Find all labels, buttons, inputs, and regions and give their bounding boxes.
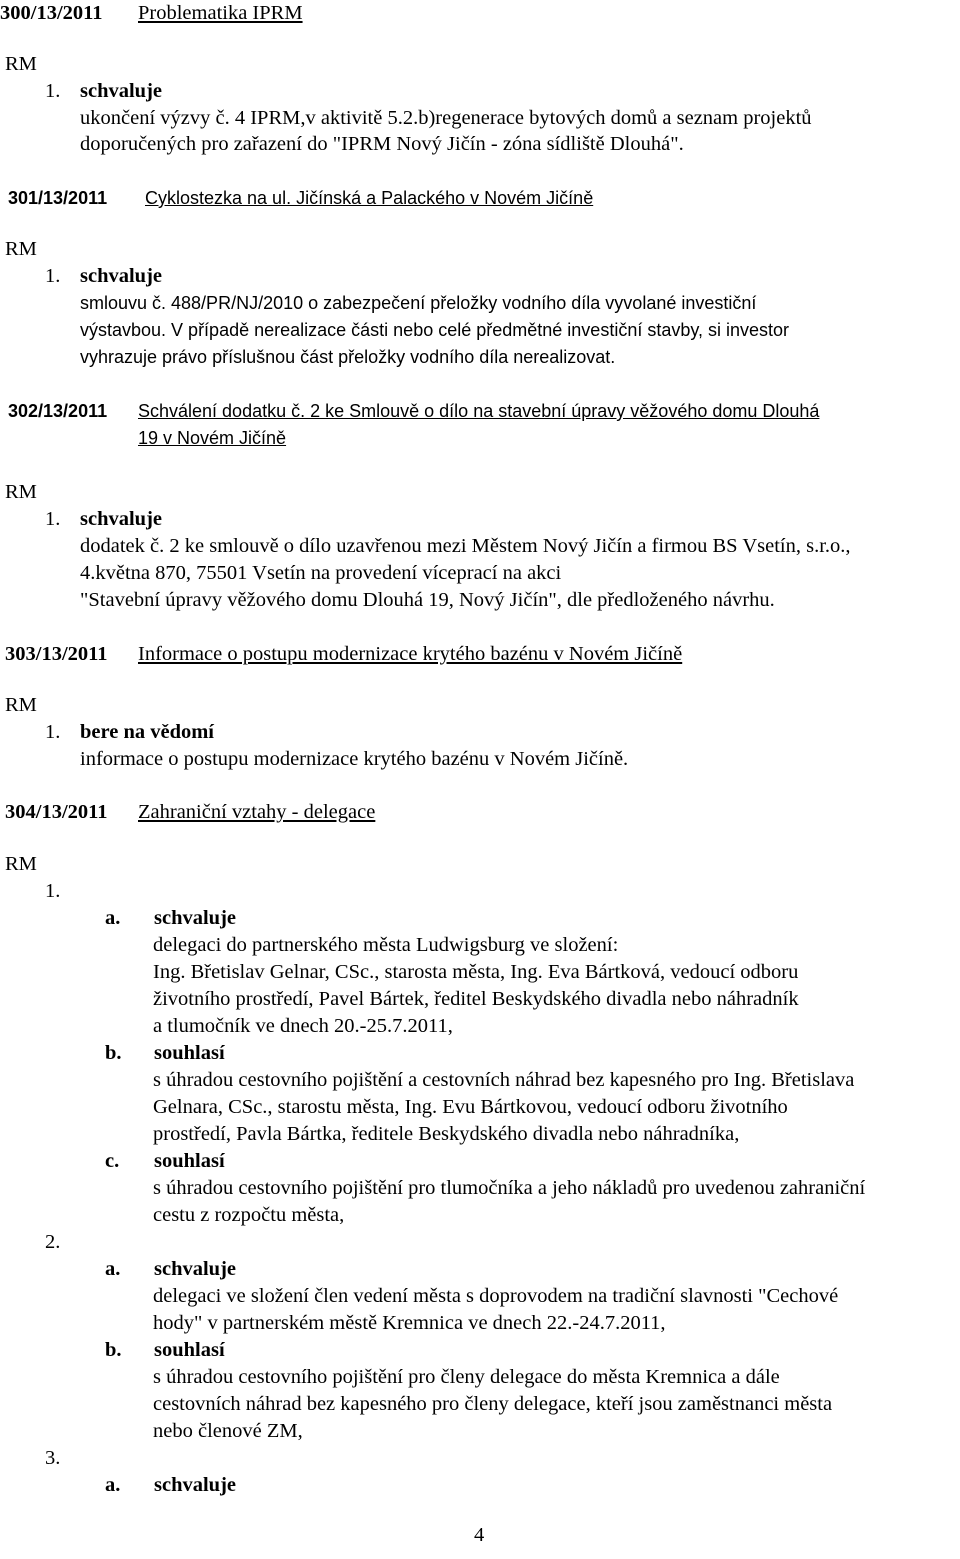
resolution-number-300: 300/13/2011 bbox=[0, 2, 103, 24]
decision-verb: schvaluje bbox=[154, 1474, 236, 1496]
decision-text-line: 4.května 870, 75501 Vsetín na provedení víceprací na akci bbox=[80, 562, 562, 584]
decision-text-line: "Stavební úpravy věžového domu Dlouhá 19, Nový Jičín", dle předloženého návrhu. bbox=[80, 589, 775, 611]
item-number: 1. bbox=[45, 721, 61, 743]
body-label-rm: RM bbox=[5, 481, 37, 503]
sub-item-letter: b. bbox=[105, 1042, 122, 1064]
decision-text-line: s úhradou cestovního pojištění pro členy delegace do města Kremnica a dále bbox=[153, 1366, 780, 1388]
item-number: 2. bbox=[45, 1231, 61, 1253]
body-label-rm: RM bbox=[5, 694, 37, 716]
decision-text-line: Ing. Břetislav Gelnar, CSc., starosta města, Ing. Eva Bártková, vedoucí odboru bbox=[153, 961, 799, 983]
decision-text-line: cestovních náhrad bez kapesného pro členy delegace, kteří jsou zaměstnanci města bbox=[153, 1393, 833, 1415]
decision-text-line: nebo členové ZM, bbox=[153, 1420, 303, 1442]
sub-item-letter: a. bbox=[105, 907, 121, 929]
body-label-rm: RM bbox=[5, 853, 37, 875]
decision-verb: schvaluje bbox=[154, 907, 236, 929]
item-number: 1. bbox=[45, 880, 61, 902]
decision-verb: souhlasí bbox=[154, 1042, 225, 1064]
decision-text-line: dodatek č. 2 ke smlouvě o dílo uzavřenou mezi Městem Nový Jičín a firmou BS Vsetín, s.r.o., bbox=[80, 535, 851, 557]
decision-text-line: s úhradou cestovního pojištění pro tlumočníka a jeho nákladů pro uvedenou zahraniční bbox=[153, 1177, 866, 1199]
decision-text-line: s úhradou cestovního pojištění a cestovních náhrad bez kapesného pro Ing. Břetislava bbox=[153, 1069, 855, 1091]
sub-item-letter: a. bbox=[105, 1474, 121, 1496]
decision-text-line: hody" v partnerském městě Kremnica ve dnech 22.-24.7.2011, bbox=[153, 1312, 666, 1334]
decision-verb: souhlasí bbox=[154, 1150, 225, 1172]
resolution-title-301: Cyklostezka na ul. Jičínská a Palackého v Novém Jičíně bbox=[145, 188, 594, 208]
resolution-number-304: 304/13/2011 bbox=[5, 801, 108, 823]
decision-verb: bere na vědomí bbox=[80, 721, 215, 743]
body-label-rm: RM bbox=[5, 53, 37, 75]
decision-text-line: výstavbou. V případě nerealizace části nebo celé předmětné investiční stavby, si investor bbox=[80, 320, 790, 340]
decision-text-line: Gelnara, CSc., starostu města, Ing. Evu Bártkovou, vedoucí odboru životního bbox=[153, 1096, 788, 1118]
decision-verb: souhlasí bbox=[154, 1339, 225, 1361]
decision-text-line: životního prostředí, Pavel Bártek, ředitel Beskydského divadla nebo náhradník bbox=[153, 988, 799, 1010]
decision-text-line: delegaci do partnerského města Ludwigsburg ve složení: bbox=[153, 934, 619, 956]
decision-text-line: cestu z rozpočtu města, bbox=[153, 1204, 345, 1226]
decision-text-line: smlouvu č. 488/PR/NJ/2010 o zabezpečení přeložky vodního díla vyvolané investiční bbox=[80, 293, 757, 313]
resolution-number-303: 303/13/2011 bbox=[5, 643, 108, 665]
item-number: 3. bbox=[45, 1447, 61, 1469]
resolution-title-302-cont: 19 v Novém Jičíně bbox=[138, 428, 287, 448]
resolution-title-303: Informace o postupu modernizace krytého bazénu v Novém Jičíně bbox=[138, 643, 683, 665]
item-number: 1. bbox=[45, 80, 61, 102]
decision-text-line: ukončení výzvy č. 4 IPRM,v aktivitě 5.2.b)regenerace bytových domů a seznam projektů bbox=[80, 107, 812, 129]
sub-item-letter: b. bbox=[105, 1339, 122, 1361]
decision-verb: schvaluje bbox=[154, 1258, 236, 1280]
decision-text-line: vyhrazuje právo příslušnou část přeložky vodního díla nerealizovat. bbox=[80, 347, 616, 367]
decision-verb: schvaluje bbox=[80, 265, 162, 287]
item-number: 1. bbox=[45, 508, 61, 530]
decision-verb: schvaluje bbox=[80, 508, 162, 530]
sub-item-letter: a. bbox=[105, 1258, 121, 1280]
sub-item-letter: c. bbox=[105, 1150, 120, 1172]
resolution-number-301: 301/13/2011 bbox=[8, 188, 108, 208]
decision-text-line: prostředí, Pavla Bártka, ředitele Beskydského divadla nebo náhradníka, bbox=[153, 1123, 740, 1145]
resolution-title-302: Schválení dodatku č. 2 ke Smlouvě o dílo na stavební úpravy věžového domu Dlouhá bbox=[138, 401, 820, 421]
decision-text-line: delegaci ve složení člen vedení města s doprovodem na tradiční slavnosti "Cechové bbox=[153, 1285, 839, 1307]
body-label-rm: RM bbox=[5, 238, 37, 260]
decision-text-line: a tlumočník ve dnech 20.-25.7.2011, bbox=[153, 1015, 453, 1037]
resolution-title-304: Zahraniční vztahy - delegace bbox=[138, 801, 376, 823]
resolution-number-302: 302/13/2011 bbox=[8, 401, 108, 421]
page-number: 4 bbox=[474, 1524, 485, 1546]
decision-text-line: doporučených pro zařazení do "IPRM Nový Jičín - zóna sídliště Dlouhá". bbox=[80, 133, 684, 155]
decision-text-line: informace o postupu modernizace krytého bazénu v Novém Jičíně. bbox=[80, 748, 629, 770]
resolution-title-300: Problematika IPRM bbox=[138, 2, 303, 24]
decision-verb: schvaluje bbox=[80, 80, 162, 102]
item-number: 1. bbox=[45, 265, 61, 287]
